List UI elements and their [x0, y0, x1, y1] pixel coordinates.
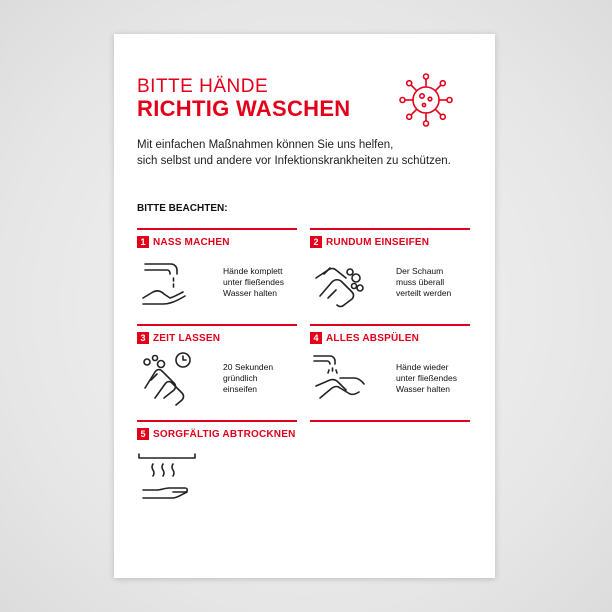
- virus-icon: [396, 70, 456, 130]
- hands-clock-icon: [137, 348, 197, 408]
- step-divider: [137, 228, 297, 230]
- step-description: [223, 362, 273, 395]
- intro-text: [137, 137, 477, 169]
- step-label: ZEIT LASSEN: [153, 332, 221, 344]
- step-desc-line: Wasser halten: [223, 287, 278, 298]
- step-number: 4: [310, 332, 322, 344]
- hand-dryer-icon: [137, 444, 197, 504]
- step-4: [310, 324, 470, 408]
- intro-line2: sich selbst und andere vor Infektionskrankheiten zu schützen.: [137, 155, 451, 167]
- step-desc-line: muss überall: [396, 276, 445, 287]
- step-label: RUNDUM EINSEIFEN: [326, 236, 430, 248]
- step-desc-line: Hände wieder: [396, 361, 449, 372]
- step-desc-line: gründlich: [223, 372, 258, 383]
- step-description: [396, 362, 457, 395]
- hygiene-poster: [114, 34, 495, 578]
- step-desc-line: einseifen: [223, 383, 258, 394]
- step-description: [396, 266, 451, 299]
- step-desc-line: unter fließendes: [223, 276, 284, 287]
- step-desc-line: 20 Sekunden: [223, 361, 274, 372]
- step-number: 5: [137, 428, 149, 440]
- note-heading: BITTE BEACHTEN:: [137, 203, 228, 214]
- faucet-hand-icon: [137, 252, 197, 312]
- step-5: [137, 420, 297, 504]
- step-label: SORGFÄLTIG ABTROCKNEN: [153, 428, 296, 440]
- step-divider: [310, 420, 470, 422]
- step-2: [310, 228, 470, 312]
- step-3: [137, 324, 297, 408]
- step-desc-line: Hände komplett: [223, 265, 283, 276]
- step-number: 2: [310, 236, 322, 248]
- step-divider: [310, 324, 470, 326]
- step-desc-line: Wasser halten: [396, 383, 451, 394]
- step-desc-line: verteilt werden: [396, 287, 452, 298]
- rinsing-hands-icon: [310, 348, 370, 408]
- step-divider: [137, 420, 297, 422]
- poster-title-line2: RICHTIG WASCHEN: [137, 96, 351, 121]
- soaping-hands-icon: [310, 252, 370, 312]
- intro-line1: Mit einfachen Maßnahmen können Sie uns helfen,: [137, 139, 394, 151]
- poster-title-line1: BITTE HÄNDE: [137, 76, 269, 97]
- step-desc-line: Der Schaum: [396, 265, 444, 276]
- step-label: ALLES ABSPÜLEN: [326, 332, 419, 344]
- step-divider: [137, 324, 297, 326]
- step-number: 1: [137, 236, 149, 248]
- step-divider: [310, 228, 470, 230]
- step-1: [137, 228, 297, 312]
- step-label: NASS MACHEN: [153, 236, 230, 248]
- step-description: [223, 266, 284, 299]
- step-number: 3: [137, 332, 149, 344]
- step-desc-line: unter fließendes: [396, 372, 457, 383]
